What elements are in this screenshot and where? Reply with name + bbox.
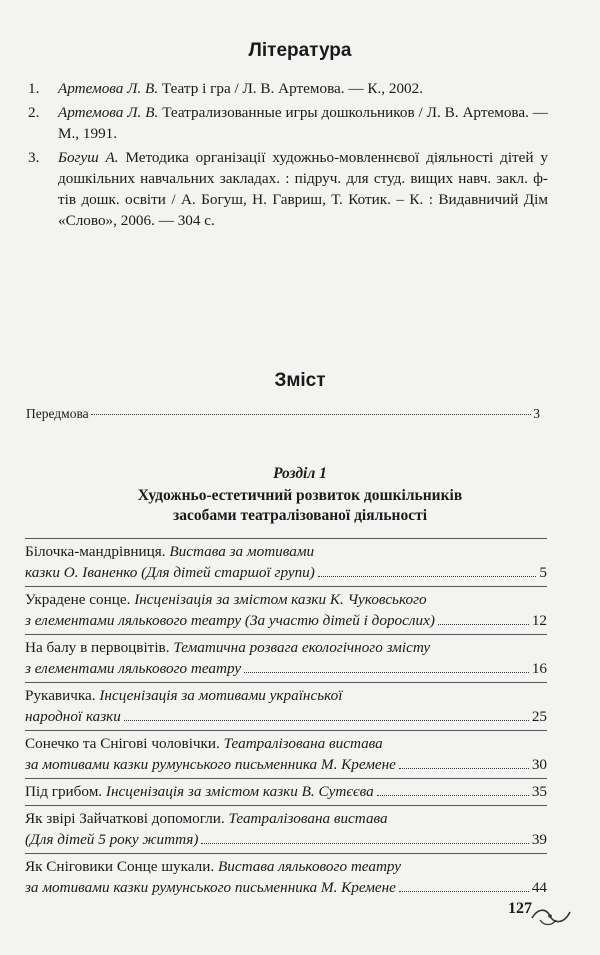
entry-page: 12 [531, 612, 547, 629]
leader-dots [438, 624, 529, 625]
toc-entry[interactable]: Як Сніговики Сонце шукали. Вистава лялькового театру за мотивами казки румунського письменника М. Кремене 44 [25, 853, 547, 901]
toc-entry[interactable]: Рукавичка. Інсценізація за мотивами української народної казки 25 [25, 682, 547, 730]
section-title: Художньо-естетичний розвиток дошкільників засобами театралізованої діяльності [137, 487, 463, 524]
preface-entry[interactable] [26, 406, 540, 422]
entry-page: 44 [531, 879, 547, 896]
literature-heading: Література [248, 40, 352, 61]
toc-entry[interactable]: На балу в первоцвітів. Тематична розвага екологічного змісту з елементами лялькового театру 16 [25, 634, 547, 682]
entry-page: 25 [531, 708, 547, 725]
toc-entry[interactable]: Украдене сонце. Інсценізація за змістом казки К. Чуковського з елементами лялькового театру (За участю дітей і дорослих) 12 [25, 586, 547, 634]
entry-page: 16 [531, 660, 547, 677]
entry-page: 5 [539, 564, 547, 581]
contents-heading: Зміст [274, 370, 326, 391]
leader-dots [399, 891, 529, 892]
toc-entry[interactable]: Сонечко та Снігові чоловічки. Театралізована вистава за мотивами казки румунського письменника М. Кремене 30 [25, 730, 547, 778]
toc-entry[interactable]: Білочка-мандрівниця. Вистава за мотивами казки О. Іваненко (Для дітей старшої групи) 5 [25, 538, 547, 586]
leader-dots [318, 576, 537, 577]
leader-dots [244, 672, 529, 673]
leader-dots [201, 843, 528, 844]
page-number: 127 [508, 900, 532, 917]
toc-entry[interactable]: Як звірі Зайчаткові допомогли. Театралізована вистава (Для дітей 5 року життя) 39 [25, 805, 547, 853]
leader-dots [399, 768, 529, 769]
preface-page: 3 [533, 406, 540, 421]
entry-page: 35 [531, 783, 547, 800]
entry-page: 30 [531, 756, 547, 773]
reference-item: 2. Артемова Л. В. Театрализованные игры дошкольников / Л. В. Артемова. — М., 1991. [28, 104, 548, 142]
reference-item: 3. Богуш А. Методика організації художньо-мовленнєвої діяльності дітей у дошкільних навчальних закладах. : підруч. для студ. вищих навч. закл. ф-тів дошк. освіти / А. Богуш, Н. Гавриш, Т. Котик. – К. : Видавничий Дім «Слово», 2006. — 304 с. [28, 149, 548, 229]
leader-dots [377, 795, 529, 796]
reference-item: 1. Артемова Л. В. Театр і гра / Л. В. Артемова. — К., 2002. [28, 80, 424, 97]
flourish-ornament-icon [530, 906, 572, 928]
toc-entry[interactable]: Під грибом. Інсценізація за змістом казки В. Сутєєва 35 [25, 778, 547, 805]
leader-dots [91, 414, 532, 415]
references-list [28, 78, 548, 234]
leader-dots [124, 720, 529, 721]
toc-list [25, 538, 547, 901]
section-label: Розділ 1 [273, 465, 327, 482]
entry-page: 39 [531, 831, 547, 848]
preface-label: Передмова [26, 406, 89, 421]
